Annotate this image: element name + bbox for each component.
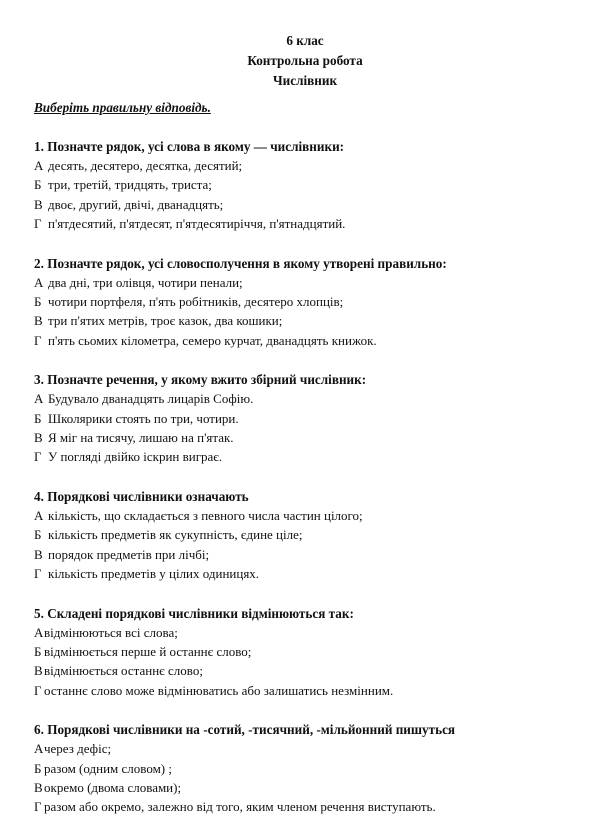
- answer-option-b: [34, 525, 576, 544]
- option-letter: В: [34, 313, 43, 329]
- test-kind-label: Контрольна робота: [247, 53, 363, 68]
- option-text: відмінюється перше й останнє слово;: [44, 643, 252, 659]
- option-text: п'ять сьомих кілометра, семеро курчат, дванадцять книжок.: [48, 332, 377, 348]
- answer-option-v: [34, 428, 576, 447]
- answer-option-b: [34, 759, 576, 778]
- answer-option-a: [34, 156, 576, 175]
- option-text: двоє, другий, двічі, дванадцять;: [48, 196, 224, 212]
- answer-options: [34, 623, 576, 701]
- option-text: відмінюються всі слова;: [44, 624, 178, 640]
- answer-option-h: [34, 564, 576, 583]
- answer-option-a: [34, 623, 576, 642]
- option-text: останнє слово може відмінюватись або залишатись незмінним.: [44, 682, 394, 698]
- answer-option-b: [34, 642, 576, 661]
- option-text: чотири портфеля, п'ять робітників, десятеро хлопців;: [48, 294, 344, 310]
- option-letter: А: [34, 158, 44, 173]
- document-header: [34, 31, 576, 91]
- option-letter: А: [34, 741, 44, 757]
- answer-options: [34, 506, 576, 584]
- question-title: 6. Порядкові числівники на -сотий, -тисячний, -мільйонний пишуться: [34, 722, 456, 738]
- answer-option-v: [34, 661, 576, 680]
- option-letter: В: [34, 663, 43, 679]
- answer-option-b: [34, 292, 576, 311]
- option-letter: Г: [34, 449, 42, 465]
- answer-option-h: [34, 797, 576, 816]
- option-letter: Г: [34, 682, 42, 698]
- answer-options: [34, 156, 576, 234]
- option-text: десять, десятеро, десятка, десятий;: [48, 158, 243, 173]
- question-5: [34, 604, 576, 701]
- option-text: кількість, що складається з певного числа частин цілого;: [48, 507, 363, 523]
- option-text: відмінюється останнє слово;: [44, 663, 203, 679]
- topic-label: Числівник: [272, 73, 338, 88]
- answer-option-v: [34, 778, 576, 797]
- option-letter: В: [34, 430, 43, 446]
- option-letter: В: [34, 546, 43, 562]
- answer-options: [34, 273, 576, 351]
- answer-option-a: [34, 389, 576, 408]
- question-4: [34, 487, 576, 584]
- answer-option-h: [34, 331, 576, 350]
- option-letter: Б: [34, 527, 42, 543]
- option-text: п'ятдесятий, п'ятдесят, п'ятдесятиріччя, п'ятнадцятий.: [48, 216, 346, 232]
- question-title: 2. Позначте рядок, усі словосполучення в якому утворені правильно:: [34, 255, 447, 271]
- answer-option-h: [34, 214, 576, 233]
- option-text: разом (одним словом) ;: [44, 760, 172, 776]
- question-title: 4. Порядкові числівники означають: [34, 488, 249, 504]
- option-text: порядок предметів при лічбі;: [48, 546, 210, 562]
- option-text: разом або окремо, залежно від того, яким членом речення виступають.: [44, 799, 436, 815]
- option-letter: Б: [34, 643, 42, 659]
- option-letter: Г: [34, 216, 42, 232]
- option-text: Школярики стоять по три, чотири.: [48, 410, 239, 426]
- answer-option-b: [34, 175, 576, 194]
- option-letter: А: [34, 274, 44, 290]
- option-letter: А: [34, 507, 44, 523]
- instruction-text: Виберіть правильну відповідь.: [34, 100, 211, 115]
- answer-option-h: [34, 447, 576, 466]
- option-text: три п'ятих метрів, троє казок, два кошики;: [48, 313, 283, 329]
- question-1: [34, 137, 576, 234]
- option-text: кількість предметів у цілих одиницях.: [48, 566, 260, 582]
- option-letter: Г: [34, 332, 42, 348]
- option-letter: Г: [34, 566, 42, 582]
- option-text: кількість предметів як сукупність, єдине ціле;: [48, 527, 303, 543]
- answer-options: [34, 739, 576, 817]
- option-letter: А: [34, 624, 44, 640]
- option-text: Я міг на тисячу, лишаю на п'ятак.: [48, 430, 234, 446]
- option-letter: Б: [34, 410, 42, 426]
- answer-options: [34, 389, 576, 467]
- answer-option-h: [34, 681, 576, 700]
- answer-option-a: [34, 739, 576, 758]
- option-letter: Г: [34, 799, 42, 815]
- option-letter: Б: [34, 760, 42, 776]
- question-2: [34, 254, 576, 351]
- question-title: 1. Позначте рядок, усі слова в якому — числівники:: [34, 139, 345, 154]
- option-text: три, третій, тридцять, триста;: [48, 177, 212, 193]
- option-letter: А: [34, 391, 44, 407]
- question-3: [34, 370, 576, 467]
- option-letter: Б: [34, 294, 42, 310]
- option-text: окремо (двома словами);: [44, 779, 182, 795]
- option-text: два дні, три олівця, чотири пенали;: [48, 274, 243, 290]
- option-letter: В: [34, 196, 43, 212]
- option-text: Будувало дванадцять лицарів Софію.: [48, 391, 254, 407]
- answer-option-a: [34, 273, 576, 292]
- option-text: У погляді двійко іскрин виграє.: [48, 449, 223, 465]
- option-letter: Б: [34, 177, 42, 193]
- answer-option-b: [34, 409, 576, 428]
- answer-option-v: [34, 195, 576, 214]
- question-6: [34, 720, 576, 817]
- question-title: 3. Позначте речення, у якому вжито збірний числівник:: [34, 372, 367, 388]
- question-title: 5. Складені порядкові числівники відмінюються так:: [34, 605, 354, 621]
- answer-option-v: [34, 545, 576, 564]
- answer-option-v: [34, 311, 576, 330]
- option-letter: В: [34, 779, 43, 795]
- grade-label: 6 клас: [286, 33, 324, 48]
- option-text: через дефіс;: [44, 741, 112, 757]
- answer-option-a: [34, 506, 576, 525]
